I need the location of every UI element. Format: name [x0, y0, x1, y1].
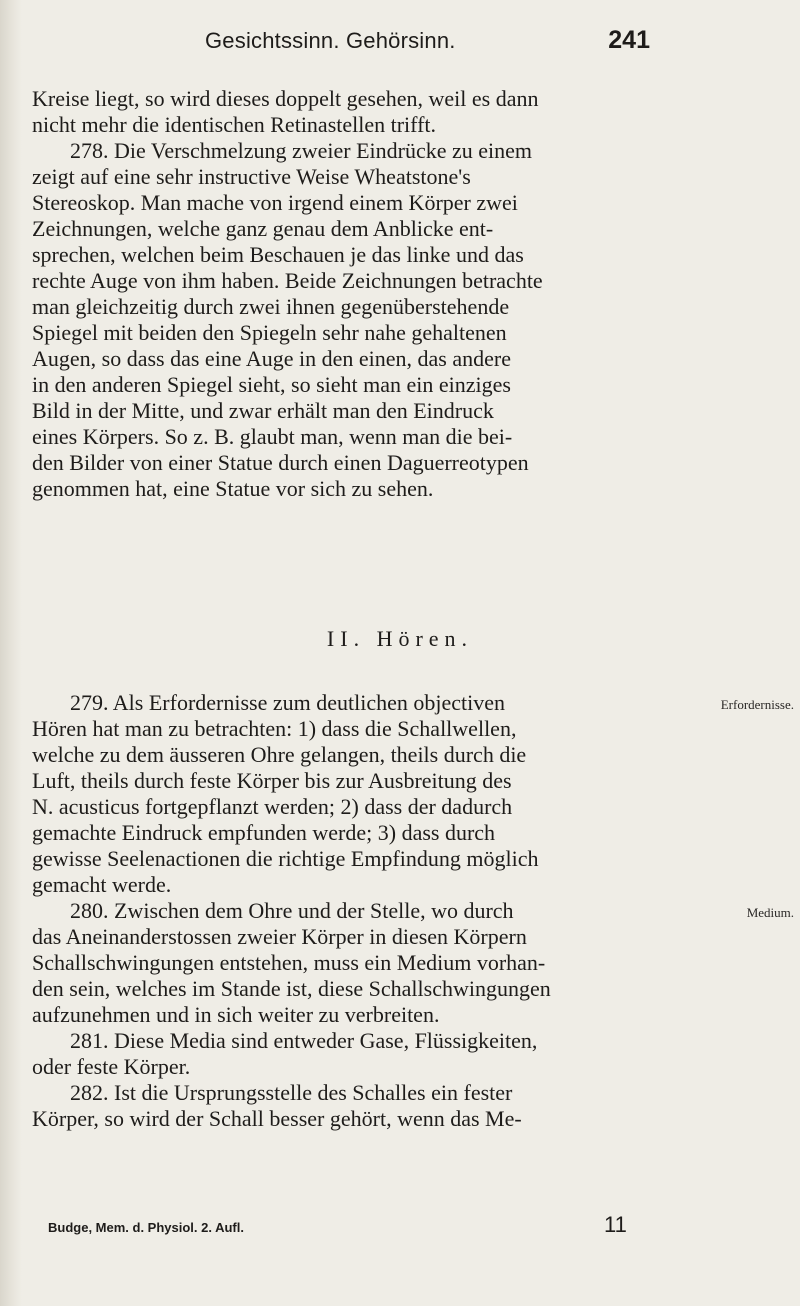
text-line: N. acusticus fortgepflanzt werden; 2) dass der dadurch — [32, 794, 513, 819]
paragraph-278-start: 278. Die Verschmelzung zweier Eindrücke zu einem — [70, 138, 533, 163]
running-title: Gesichtssinn. Gehörsinn. — [205, 28, 456, 53]
text-line: eines Körpers. So z. B. glaubt man, wenn man die bei- — [32, 424, 513, 449]
paragraph-282-start: 282. Ist die Ursprungsstelle des Schalles ein fester — [70, 1080, 513, 1105]
text-line: man gleichzeitig durch zwei ihnen gegenüberstehende — [32, 294, 510, 319]
text-line: Augen, so dass das eine Auge in den einen, das andere — [32, 346, 511, 371]
text-line: Luft, theils durch feste Körper bis zur Ausbreitung des — [32, 768, 512, 793]
text-line: zeigt auf eine sehr instructive Weise Wheatstone's — [32, 164, 471, 189]
text-line: sprechen, welchen beim Beschauen je das linke und das — [32, 242, 524, 267]
page-header — [110, 20, 650, 60]
text-line: rechte Auge von ihm haben. Beide Zeichnungen betrachte — [32, 268, 543, 293]
text-line: gemacht werde. — [32, 872, 172, 897]
text-line: Körper, so wird der Schall besser gehört, wenn das Me- — [32, 1106, 522, 1131]
page-number: 241 — [608, 26, 650, 54]
text-line: gemachte Eindruck empfunden werde; 3) dass durch — [32, 820, 496, 845]
text-line: Schallschwingungen entstehen, muss ein Medium vorhan- — [32, 950, 546, 975]
text-line: nicht mehr die identischen Retinastellen trifft. — [32, 112, 437, 137]
text-line: das Aneinanderstossen zweier Körper in diesen Körpern — [32, 924, 527, 949]
margin-note-medium: Medium. — [746, 905, 794, 920]
paragraph-279-start: 279. Als Erfordernisse zum deutlichen objectiven — [70, 690, 505, 715]
text-line: welche zu dem äusseren Ohre gelangen, theils durch die — [32, 742, 527, 767]
section-heading: II. Hören. — [326, 626, 474, 651]
text-line: Spiegel mit beiden den Spiegeln sehr nahe gehaltenen — [32, 320, 507, 345]
text-line: gewisse Seelenactionen die richtige Empfindung möglich — [32, 846, 539, 871]
margin-note-erfordernisse: Erfordernisse. — [720, 697, 794, 712]
text-line: den Bilder von einer Statue durch einen Daguerreotypen — [32, 450, 529, 475]
text-line: in den anderen Spiegel sieht, so sieht man ein einziges — [32, 372, 511, 397]
text-block-bottom — [32, 690, 702, 1132]
paragraph-281-start: 281. Diese Media sind entweder Gase, Flüssigkeiten, — [70, 1028, 538, 1053]
paragraph-280-start: 280. Zwischen dem Ohre und der Stelle, wo durch — [70, 898, 514, 923]
text-line: Bild in der Mitte, und zwar erhält man den Eindruck — [32, 398, 494, 423]
text-block-top — [32, 86, 702, 502]
text-line: Kreise liegt, so wird dieses doppelt gesehen, weil es dann — [32, 86, 539, 111]
text-line: Hören hat man zu betrachten: 1) dass die Schallwellen, — [32, 716, 517, 741]
text-line: den sein, welches im Stande ist, diese Schallschwingungen — [32, 976, 551, 1001]
binding-gutter-shadow — [0, 0, 22, 1306]
footer-citation: Budge, Mem. d. Physiol. 2. Aufl. — [48, 1220, 244, 1235]
text-line: genommen hat, eine Statue vor sich zu sehen. — [32, 476, 434, 501]
text-line: Stereoskop. Man mache von irgend einem Körper zwei — [32, 190, 518, 215]
text-line: Zeichnungen, welche ganz genau dem Anblicke ent- — [32, 216, 494, 241]
text-line: oder feste Körper. — [32, 1054, 191, 1079]
printer-signature: 11 — [604, 1212, 627, 1237]
text-line: aufzunehmen und in sich weiter zu verbreiten. — [32, 1002, 440, 1027]
